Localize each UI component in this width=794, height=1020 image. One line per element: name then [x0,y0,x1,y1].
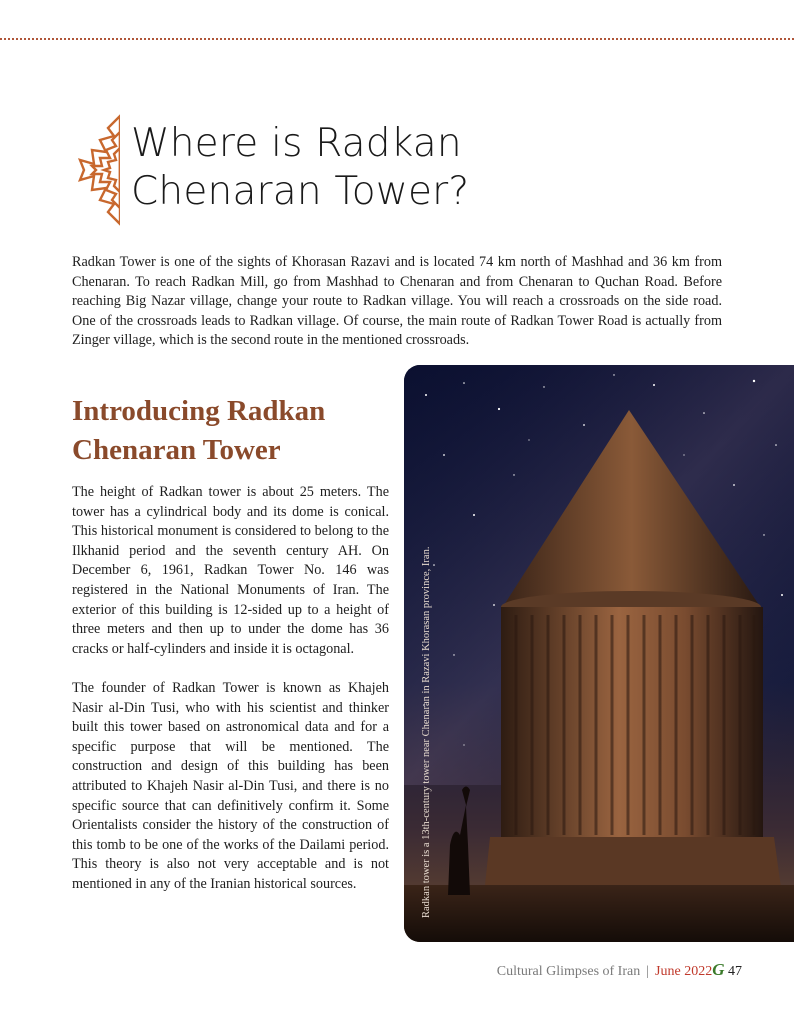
body-column [72,483,389,914]
section-heading [72,392,325,470]
footer-date: June 2022 [655,964,713,979]
photo-caption: Radkan tower is a 13th-century tower near Chenaran in Razavi Khorasan province, Iran. [421,546,432,918]
tower-photo [404,365,794,942]
page-number: 47 [728,964,742,979]
footer-magazine-name: Cultural Glimpses of Iran [496,964,641,979]
top-dotted-rule [0,38,794,40]
section-heading-line1: Introducing Radkan [72,395,326,427]
page-footer [497,960,742,980]
page-title [131,120,469,216]
body-paragraph-1: The height of Radkan tower is about 25 meters. The tower has a cylindrical body and its dome is conical. This historical monument is considered to belong to the Ilkhanid period and the seventh century AH. On December 6, 1961, Radkan Tower No. 146 was registered in the National Monuments of Iran. The exterior of this building is 12-sided up to a height of three meters and then up to under the dome has 36 cracks or half-cylinders and inside it is octagonal. [72,484,389,657]
tower-photo-illustration [404,365,794,942]
page-title-line2: Chenaran Tower? [131,169,470,214]
intro-paragraph: Radkan Tower is one of the sights of Khorasan Razavi and is located 74 km north of Mashhad and 36 km from Chenaran. To reach Radkan Mill, go from Mashhad to Chenaran and from Chenaran to Quchan Road. Before reaching Big Nazar village, change your route to Radkan village. You will reach a crossroads on the side road. One of the crossroads leads to Radkan village. Of course, the main route of Radkan Tower Road is actually from Zinger village, which is the second route in the mentioned crossroads. [72,254,722,349]
body-paragraph-2: The founder of Radkan Tower is known as Khajeh Nasir al-Din Tusi, who with his scientist and thinker built this tower based on astronomical data and for a specific purpose that will be mentioned. The construction and design of this building has been attributed to Khajeh Nasir al-Din Tusi, and there is no specific source that can definitively confirm it. Some Orientalists consider the history of the construction of this tomb to be one of the works of the Dailami period. This theory is also not very acceptable and is not mentioned in any of the Iranian historical sources. [72,679,389,892]
footer-separator: | [646,964,650,979]
star-ornament-icon [70,114,120,226]
magazine-logo-icon: G [712,960,725,979]
section-heading-line2: Chenaran Tower [72,434,281,466]
page-title-line1: Where is Radkan [131,121,462,166]
